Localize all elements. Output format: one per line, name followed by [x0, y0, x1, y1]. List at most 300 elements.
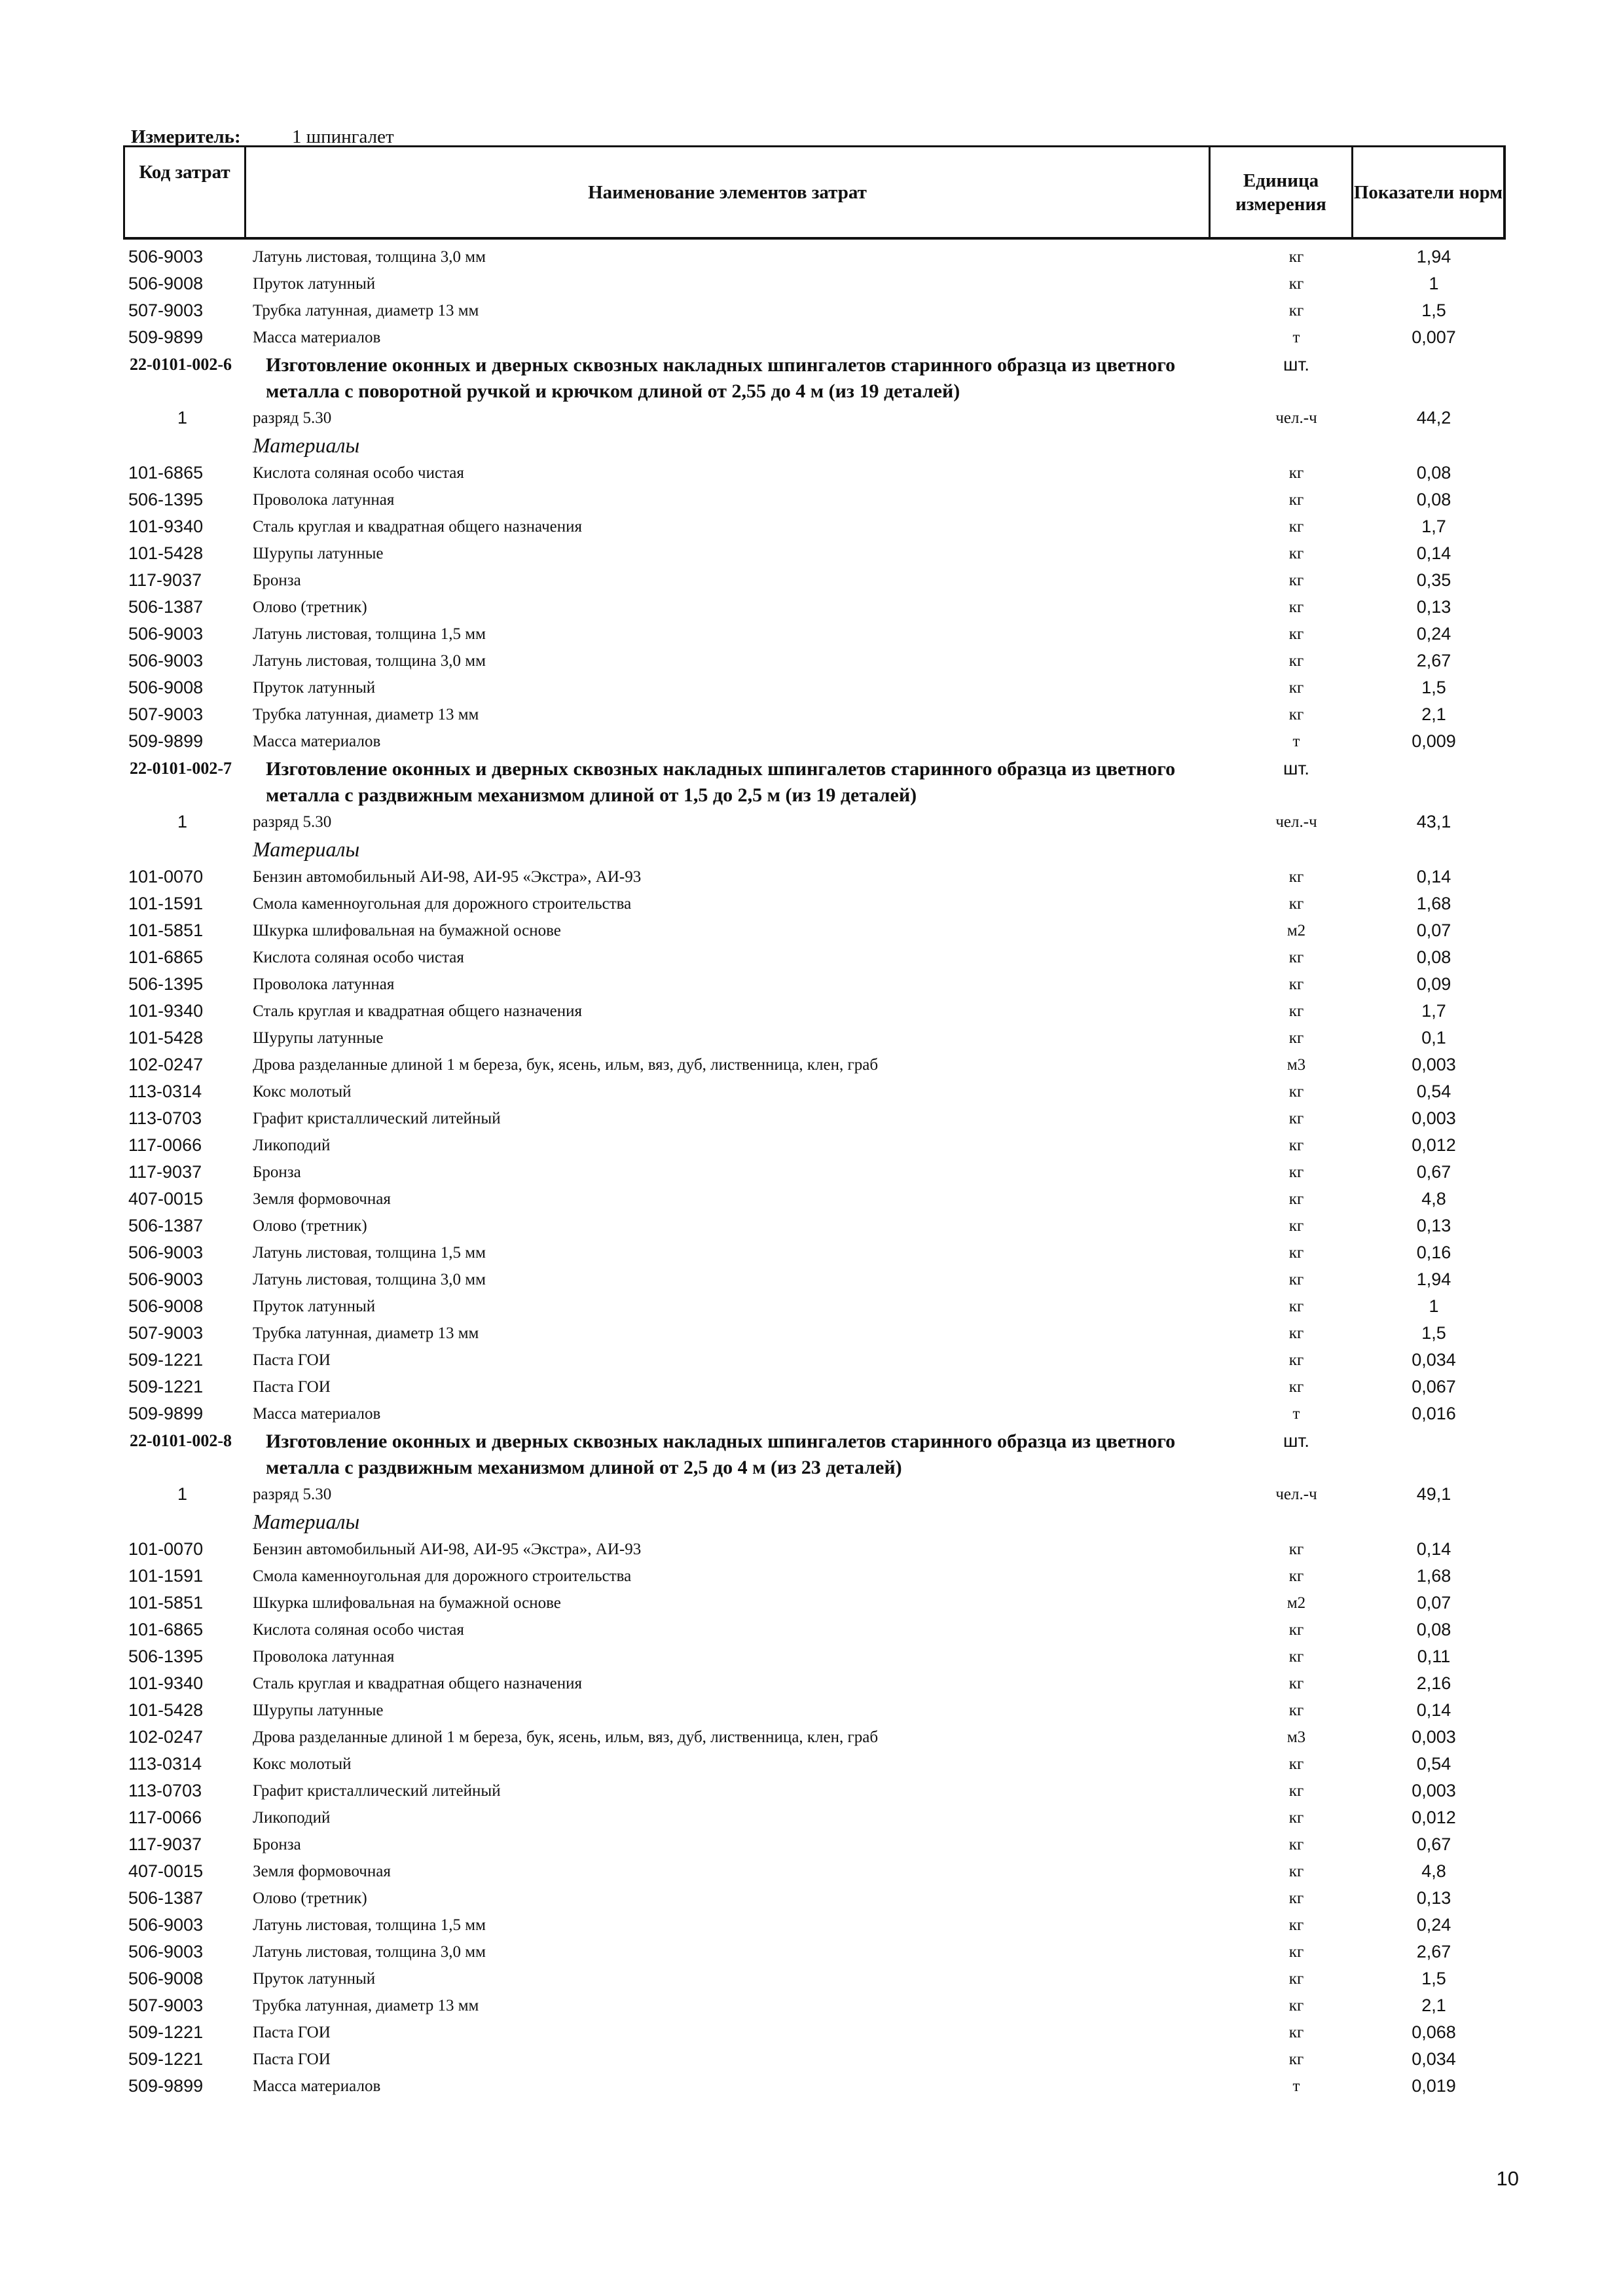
- norm-value: 0,13: [1416, 597, 1451, 617]
- table-row: [0, 1320, 1623, 1347]
- norm-value: 0,54: [1416, 1754, 1451, 1774]
- unit: кг: [1288, 706, 1304, 723]
- table-row: [0, 1400, 1623, 1427]
- unit: кг: [1288, 1244, 1304, 1262]
- table-row: [0, 405, 1623, 431]
- element-name: Кислота соляная особо чистая: [253, 464, 464, 482]
- norm-value: 0,003: [1412, 1781, 1456, 1800]
- element-name: Шурупы латунные: [253, 1029, 384, 1047]
- cost-code: 101-5428: [128, 1028, 204, 1048]
- unit: кг: [1288, 1702, 1304, 1719]
- unit: кг: [1288, 1271, 1304, 1288]
- cost-code: 506-9003: [128, 651, 204, 670]
- table-row: [0, 1536, 1623, 1563]
- table-row: [0, 324, 1623, 351]
- cost-code: 113-0703: [128, 1108, 202, 1128]
- cost-code: 507-9003: [128, 704, 204, 724]
- unit: кг: [1288, 1755, 1304, 1773]
- norm-value: 0,08: [1416, 1620, 1451, 1639]
- norm-value: 0,016: [1412, 1404, 1456, 1423]
- cost-code: 101-9340: [128, 517, 204, 536]
- cost-code: 113-0314: [128, 1754, 202, 1774]
- cost-code: 506-9008: [128, 1296, 204, 1316]
- table-row: [0, 2019, 1623, 2046]
- materials-heading-row: [0, 1508, 1623, 1536]
- norm-value: 1,68: [1416, 894, 1451, 913]
- cost-code: 509-9899: [128, 731, 204, 751]
- norm-value: 2,67: [1416, 1942, 1451, 1961]
- norm-value: 0,67: [1416, 1834, 1451, 1854]
- element-name: Смола каменноугольная для дорожного строительства: [253, 1567, 632, 1585]
- norm-value: 0,067: [1412, 1377, 1456, 1396]
- cost-code: 101-0070: [128, 1539, 204, 1559]
- cost-code: 117-9037: [128, 1162, 202, 1182]
- element-name: Пруток латунный: [253, 275, 376, 293]
- element-name: Латунь листовая, толщина 1,5 мм: [253, 1916, 486, 1934]
- cost-code: 407-0015: [128, 1189, 204, 1209]
- table-row: [0, 1885, 1623, 1912]
- element-name: Латунь листовая, толщина 1,5 мм: [253, 625, 486, 643]
- cost-code: 113-0703: [128, 1781, 202, 1800]
- table-row: [0, 1481, 1623, 1508]
- table-row: [0, 1239, 1623, 1266]
- element-name: Шкурка шлифовальная на бумажной основе: [253, 1594, 561, 1612]
- element-name: Шурупы латунные: [253, 1702, 384, 1719]
- norm-value: 1,5: [1421, 678, 1446, 697]
- cost-code: 101-1591: [128, 1566, 204, 1586]
- cost-code: 101-5851: [128, 1593, 204, 1613]
- norm-value: 43,1: [1416, 812, 1451, 831]
- element-name: Дрова разделанные длиной 1 м береза, бук, ясень, ильм, вяз, дуб, лиственница, клен, граб: [253, 1056, 879, 1074]
- unit: кг: [1288, 275, 1304, 293]
- unit: кг: [1288, 868, 1304, 886]
- cost-code: 506-1387: [128, 1216, 204, 1235]
- cost-code: 507-9003: [128, 301, 204, 320]
- table-row: [0, 1697, 1623, 1724]
- element-name: Трубка латунная, диаметр 13 мм: [253, 1324, 479, 1342]
- element-name: Бронза: [253, 572, 301, 589]
- cost-code: 117-9037: [128, 1834, 202, 1854]
- element-name: Пруток латунный: [253, 679, 376, 697]
- unit: кг: [1288, 1029, 1304, 1047]
- unit: кг: [1288, 1889, 1304, 1907]
- table-row: [0, 674, 1623, 701]
- cost-code: 101-0070: [128, 867, 204, 886]
- norm-value: 1,68: [1416, 1566, 1451, 1586]
- element-name: Латунь листовая, толщина 3,0 мм: [253, 1271, 486, 1288]
- unit: м2: [1286, 922, 1306, 939]
- element-name: Паста ГОИ: [253, 2050, 331, 2068]
- unit: шт.: [1283, 1430, 1309, 1451]
- header-name: Наименование элементов затрат: [244, 147, 1209, 237]
- norm-value: 0,13: [1416, 1216, 1451, 1235]
- norm-value: 1,5: [1421, 1969, 1446, 1988]
- table-row: [0, 2046, 1623, 2073]
- element-name: разряд 5.30: [253, 1485, 332, 1503]
- cost-code: 506-9003: [128, 247, 204, 266]
- norm-value: 0,14: [1416, 867, 1451, 886]
- norm-value: 0,13: [1416, 1888, 1451, 1908]
- table-row: [0, 486, 1623, 513]
- element-name: Паста ГОИ: [253, 1378, 331, 1396]
- table-row: [0, 1374, 1623, 1400]
- norm-value: 4,8: [1421, 1861, 1446, 1881]
- cost-code: 101-6865: [128, 463, 204, 483]
- cost-code: 506-9008: [128, 678, 204, 697]
- header-norm: Показатели норм: [1351, 147, 1503, 237]
- header-code: Код затрат: [139, 162, 230, 183]
- element-name: Земля формовочная: [253, 1190, 391, 1208]
- element-name: Латунь листовая, толщина 3,0 мм: [253, 652, 486, 670]
- unit: кг: [1288, 895, 1304, 913]
- cost-code: 1: [177, 812, 187, 831]
- element-name: Олово (третник): [253, 1217, 367, 1235]
- element-name: Сталь круглая и квадратная общего назначения: [253, 518, 583, 536]
- table-row: [0, 460, 1623, 486]
- unit: кг: [1288, 1567, 1304, 1585]
- norm-value: 0,012: [1412, 1808, 1456, 1827]
- table-row: [0, 1563, 1623, 1590]
- element-name: Ликоподий: [253, 1809, 331, 1827]
- norm-value: 2,1: [1421, 704, 1446, 724]
- norm-value: 49,1: [1416, 1484, 1451, 1504]
- norm-value: 0,24: [1416, 1915, 1451, 1935]
- element-name: Латунь листовая, толщина 3,0 мм: [253, 248, 486, 266]
- table-row: [0, 1804, 1623, 1831]
- norm-value: 2,67: [1416, 651, 1451, 670]
- table-row: [0, 809, 1623, 835]
- unit: кг: [1288, 572, 1304, 589]
- element-name: Графит кристаллический литейный: [253, 1782, 501, 1800]
- table-row: [0, 513, 1623, 540]
- cost-code: 509-9899: [128, 1404, 204, 1423]
- cost-code: 101-9340: [128, 1001, 204, 1021]
- element-name: Материалы: [253, 433, 360, 457]
- norm-value: 0,1: [1421, 1028, 1446, 1048]
- norm-value: 0,11: [1417, 1647, 1451, 1666]
- unit: чел.-ч: [1275, 409, 1317, 427]
- element-name: Изготовление оконных и дверных сквозных накладных шпингалетов старинного образца из цветного металла с поворотной ручкой и крючком длиной от 2,55 до 4 м (из 19 деталей): [266, 354, 1176, 402]
- element-name: Паста ГОИ: [253, 1351, 331, 1369]
- element-name: Изготовление оконных и дверных сквозных накладных шпингалетов старинного образца из цветного металла с раздвижным механизмом длиной от 2,5 до 4 м (из 23 деталей): [266, 1430, 1176, 1478]
- table-row: [0, 944, 1623, 971]
- unit: кг: [1288, 1190, 1304, 1208]
- element-name: Кокс молотый: [253, 1083, 352, 1101]
- table-row: [0, 1078, 1623, 1105]
- unit: кг: [1288, 1217, 1304, 1235]
- table-row: [0, 1912, 1623, 1939]
- table-row: [0, 1777, 1623, 1804]
- cost-code: 506-9003: [128, 1942, 204, 1961]
- table-row: [0, 1992, 1623, 2019]
- unit: кг: [1288, 652, 1304, 670]
- element-name: Кокс молотый: [253, 1755, 352, 1773]
- table-row: [0, 1643, 1623, 1670]
- cost-code: 506-9008: [128, 1969, 204, 1988]
- unit: кг: [1288, 248, 1304, 266]
- cost-code: 506-9003: [128, 624, 204, 644]
- element-name: Дрова разделанные длиной 1 м береза, бук, ясень, ильм, вяз, дуб, лиственница, клен, граб: [253, 1728, 879, 1746]
- unit: кг: [1288, 1110, 1304, 1127]
- table-row: [0, 567, 1623, 594]
- unit: кг: [1288, 1809, 1304, 1827]
- unit: м3: [1286, 1728, 1306, 1746]
- element-name: Шурупы латунные: [253, 545, 384, 562]
- table-row: [0, 1132, 1623, 1159]
- unit: кг: [1288, 1137, 1304, 1154]
- element-name: Паста ГОИ: [253, 2024, 331, 2041]
- table-row: [0, 1831, 1623, 1858]
- element-name: Сталь круглая и квадратная общего назначения: [253, 1675, 583, 1692]
- element-name: Трубка латунная, диаметр 13 мм: [253, 1997, 479, 2014]
- cost-code: 102-0247: [128, 1727, 204, 1747]
- unit: кг: [1288, 1675, 1304, 1692]
- table-row: [0, 297, 1623, 324]
- unit: кг: [1288, 1782, 1304, 1800]
- unit: кг: [1288, 1943, 1304, 1961]
- element-name: Ликоподий: [253, 1137, 331, 1154]
- unit: м2: [1286, 1594, 1306, 1612]
- element-name: Изготовление оконных и дверных сквозных накладных шпингалетов старинного образца из цветного металла с раздвижным механизмом длиной от 1,5 до 2,5 м (из 19 деталей): [266, 758, 1176, 806]
- element-name: разряд 5.30: [253, 409, 332, 427]
- unit: кг: [1288, 1836, 1304, 1853]
- norm-value: 0,14: [1416, 1700, 1451, 1720]
- norm-value: 0,019: [1412, 2076, 1456, 2096]
- norm-value: 0,009: [1412, 731, 1456, 751]
- table-row: [0, 1212, 1623, 1239]
- table-row: [0, 971, 1623, 998]
- unit: кг: [1288, 975, 1304, 993]
- unit: кг: [1288, 1648, 1304, 1666]
- unit: шт.: [1283, 758, 1309, 778]
- table-row: [0, 1616, 1623, 1643]
- unit: м3: [1286, 1056, 1306, 1074]
- cost-code: 509-1221: [128, 2022, 204, 2042]
- norm-value: 44,2: [1416, 408, 1451, 428]
- element-name: Трубка латунная, диаметр 13 мм: [253, 706, 479, 723]
- norm-value: 1: [1429, 274, 1439, 293]
- norm-value: 1,7: [1421, 1001, 1446, 1021]
- table-row: [0, 594, 1623, 621]
- table-row: [0, 1159, 1623, 1186]
- unit: кг: [1288, 1621, 1304, 1639]
- table-row: [0, 1965, 1623, 1992]
- unit: кг: [1288, 2050, 1304, 2068]
- table-row: [0, 890, 1623, 917]
- unit: кг: [1288, 1083, 1304, 1101]
- unit: кг: [1288, 1863, 1304, 1880]
- table-row: [0, 1186, 1623, 1212]
- materials-heading-row: [0, 835, 1623, 864]
- element-name: Масса материалов: [253, 733, 381, 750]
- cost-code: 509-9899: [128, 327, 204, 347]
- cost-code: 506-1395: [128, 974, 204, 994]
- table-row: [0, 1293, 1623, 1320]
- cost-code: 22-0101-002-6: [130, 355, 232, 374]
- unit: кг: [1288, 1324, 1304, 1342]
- element-name: Кислота соляная особо чистая: [253, 1621, 464, 1639]
- norm-value: 0,07: [1416, 920, 1451, 940]
- cost-code: 506-9008: [128, 274, 204, 293]
- element-name: Олово (третник): [253, 1889, 367, 1907]
- cost-code: 101-5851: [128, 920, 204, 940]
- norm-value: 0,07: [1416, 1593, 1451, 1613]
- table-row: [0, 270, 1623, 297]
- unit: кг: [1288, 491, 1304, 509]
- unit: т: [1292, 1405, 1300, 1423]
- table-row: [0, 621, 1623, 647]
- cost-code: 509-1221: [128, 1377, 204, 1396]
- element-name: Бронза: [253, 1163, 301, 1181]
- table-row: [0, 1025, 1623, 1051]
- cost-code: 101-5428: [128, 1700, 204, 1720]
- norm-value: 1,5: [1421, 1323, 1446, 1343]
- cost-code: 117-0066: [128, 1808, 202, 1827]
- element-name: Пруток латунный: [253, 1970, 376, 1988]
- unit: кг: [1288, 1540, 1304, 1558]
- norm-value: 0,007: [1412, 327, 1456, 347]
- norm-value: 0,09: [1416, 974, 1451, 994]
- norm-value: 0,35: [1416, 570, 1451, 590]
- unit: кг: [1288, 1351, 1304, 1369]
- unit: кг: [1288, 1002, 1304, 1020]
- cost-code: 101-6865: [128, 947, 204, 967]
- norm-value: 0,14: [1416, 543, 1451, 563]
- unit: чел.-ч: [1275, 1485, 1317, 1503]
- cost-code: 506-9003: [128, 1243, 204, 1262]
- cost-code: 22-0101-002-8: [130, 1431, 232, 1450]
- cost-code: 101-1591: [128, 894, 204, 913]
- element-name: Латунь листовая, толщина 3,0 мм: [253, 1943, 486, 1961]
- unit: кг: [1288, 1997, 1304, 2014]
- norm-value: 2,1: [1421, 1995, 1446, 2015]
- table-row: [0, 647, 1623, 674]
- table-row: [0, 1347, 1623, 1374]
- unit: кг: [1288, 1378, 1304, 1396]
- table-header: [123, 145, 1506, 240]
- unit: т: [1292, 329, 1300, 346]
- cost-code: 507-9003: [128, 1995, 204, 2015]
- cost-code: 506-1387: [128, 597, 204, 617]
- unit: кг: [1288, 625, 1304, 643]
- table-row: [0, 998, 1623, 1025]
- header-unit: Единица измерения: [1209, 147, 1351, 237]
- cost-code: 506-1387: [128, 1888, 204, 1908]
- cost-code: 507-9003: [128, 1323, 204, 1343]
- cost-code: 509-1221: [128, 2049, 204, 2069]
- norm-value: 2,16: [1416, 1673, 1451, 1693]
- norm-value: 1,7: [1421, 517, 1446, 536]
- unit: кг: [1288, 598, 1304, 616]
- norm-value: 0,08: [1416, 463, 1451, 483]
- table-row: [0, 244, 1623, 270]
- cost-code: 506-1395: [128, 490, 204, 509]
- unit: чел.-ч: [1275, 813, 1317, 831]
- cost-code: 117-0066: [128, 1135, 202, 1155]
- norm-value: 0,012: [1412, 1135, 1456, 1155]
- cost-code: 101-5428: [128, 543, 204, 563]
- element-name: Трубка латунная, диаметр 13 мм: [253, 302, 479, 319]
- norm-value: 1,94: [1416, 247, 1451, 266]
- unit: шт.: [1283, 354, 1309, 374]
- table-row: [0, 1751, 1623, 1777]
- element-name: Бензин автомобильный АИ-98, АИ-95 «Экстра», АИ-93: [253, 1540, 642, 1558]
- norm-value: 0,16: [1416, 1243, 1451, 1262]
- table-row: [0, 1670, 1623, 1697]
- section-title-row: [0, 755, 1623, 809]
- unit: кг: [1288, 1298, 1304, 1315]
- meter-value: 1 шпингалет: [292, 126, 394, 147]
- materials-heading-row: [0, 431, 1623, 460]
- unit: кг: [1288, 949, 1304, 966]
- table-row: [0, 1590, 1623, 1616]
- table-row: [0, 1051, 1623, 1078]
- norm-value: 0,24: [1416, 624, 1451, 644]
- section-title-row: [0, 1427, 1623, 1481]
- norm-value: 0,034: [1412, 2049, 1456, 2069]
- cost-code: 101-9340: [128, 1673, 204, 1693]
- element-name: Проволока латунная: [253, 975, 395, 993]
- element-name: Бронза: [253, 1836, 301, 1853]
- element-name: Масса материалов: [253, 1405, 381, 1423]
- cost-code: 102-0247: [128, 1055, 204, 1074]
- element-name: Графит кристаллический литейный: [253, 1110, 501, 1127]
- table-row: [0, 1105, 1623, 1132]
- cost-code: 506-9003: [128, 1915, 204, 1935]
- cost-code: 1: [177, 1484, 187, 1504]
- element-name: Бензин автомобильный АИ-98, АИ-95 «Экстра», АИ-93: [253, 868, 642, 886]
- element-name: Латунь листовая, толщина 1,5 мм: [253, 1244, 486, 1262]
- table-row: [0, 2073, 1623, 2100]
- element-name: Масса материалов: [253, 329, 381, 346]
- element-name: Проволока латунная: [253, 491, 395, 509]
- cost-code: 117-9037: [128, 570, 202, 590]
- unit: кг: [1288, 302, 1304, 319]
- element-name: Материалы: [253, 1510, 360, 1533]
- element-name: Шкурка шлифовальная на бумажной основе: [253, 922, 561, 939]
- unit: т: [1292, 2077, 1300, 2095]
- table-row: [0, 728, 1623, 755]
- norm-value: 1,5: [1421, 301, 1446, 320]
- cost-code: 22-0101-002-7: [130, 759, 232, 778]
- norm-value: 0,003: [1412, 1727, 1456, 1747]
- norm-value: 0,034: [1412, 1350, 1456, 1370]
- cost-code: 509-9899: [128, 2076, 204, 2096]
- norm-value: 0,67: [1416, 1162, 1451, 1182]
- unit: кг: [1288, 679, 1304, 697]
- norm-value: 0,08: [1416, 947, 1451, 967]
- norm-value: 0,003: [1412, 1108, 1456, 1128]
- norm-value: 0,54: [1416, 1082, 1451, 1101]
- table-row: [0, 1266, 1623, 1293]
- element-name: разряд 5.30: [253, 813, 332, 831]
- cost-code: 506-1395: [128, 1647, 204, 1666]
- element-name: Сталь круглая и квадратная общего назначения: [253, 1002, 583, 1020]
- element-name: Пруток латунный: [253, 1298, 376, 1315]
- table-row: [0, 1858, 1623, 1885]
- cost-code: 407-0015: [128, 1861, 204, 1881]
- table-row: [0, 701, 1623, 728]
- element-name: Земля формовочная: [253, 1863, 391, 1880]
- unit: кг: [1288, 1163, 1304, 1181]
- element-name: Масса материалов: [253, 2077, 381, 2095]
- norm-value: 0,14: [1416, 1539, 1451, 1559]
- element-name: Проволока латунная: [253, 1648, 395, 1666]
- unit: кг: [1288, 2024, 1304, 2041]
- element-name: Материалы: [253, 837, 360, 861]
- unit: кг: [1288, 464, 1304, 482]
- unit: кг: [1288, 1916, 1304, 1934]
